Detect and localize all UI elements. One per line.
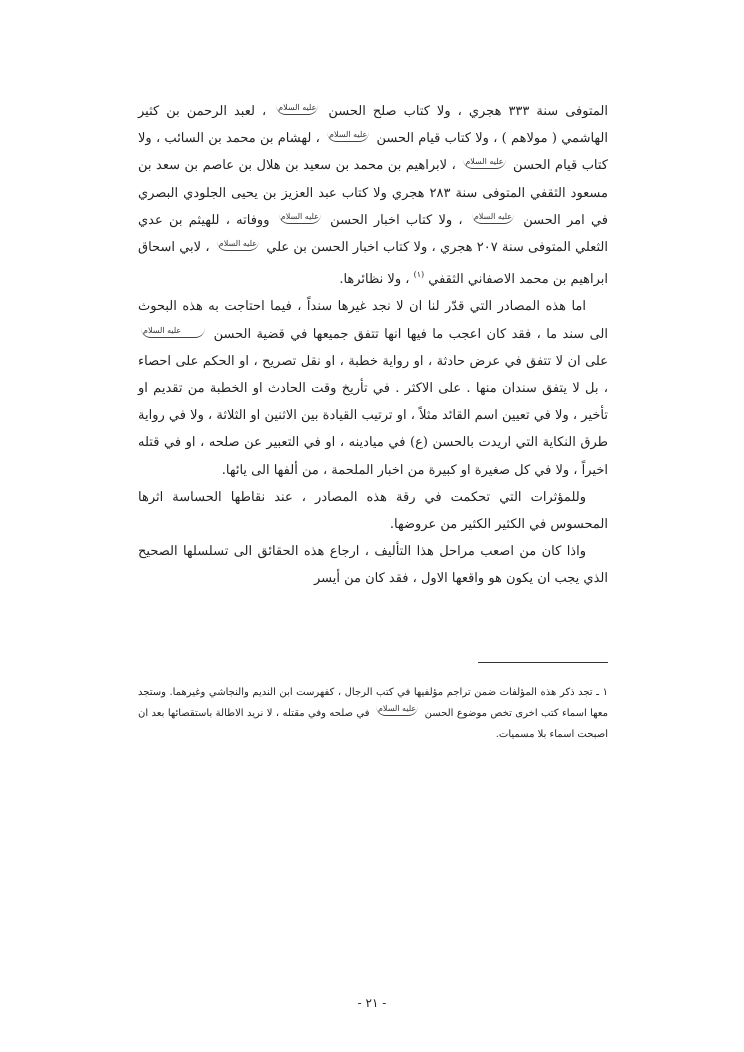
paragraph: [138, 98, 608, 293]
honorific-mark: عليه السلام: [141, 326, 205, 338]
honorific-mark: عليه السلام: [376, 704, 418, 716]
text-run: ١ ـ تجد ذكر هذه المؤلفات ضمن تراجم مؤلفيها في كتب الرجال ، كفهرست ابن النديم والنجاشي وغيرهما. وستجد معها اسماء كتب اخرى تخص موضوع الحسن: [138, 687, 608, 719]
honorific-mark: عليه السلام: [463, 157, 505, 169]
honorific-mark: عليه السلام: [279, 212, 321, 224]
page-content: [138, 98, 608, 1018]
paragraph: [138, 538, 608, 592]
footnote-reference: (١): [413, 270, 425, 280]
text-run: في صلحه وفي مقتله ، لا نريد الاطالة باستقصائها بعد ان اصبحت اسماء بلا مسميات.: [138, 708, 608, 740]
paragraph: [138, 484, 608, 538]
honorific-mark: عليه السلام: [327, 130, 369, 142]
text-run: ، ولا كتاب اخبار الحسن: [323, 212, 469, 228]
honorific-mark: عليه السلام: [217, 239, 259, 251]
text-run: ووفاته ، للهيثم بن عدي الثعلي المتوفى سنة ٢٠٧ هجري ، ولا كتاب اخبار الحسن بن علي: [138, 212, 608, 256]
body-text: [138, 98, 608, 593]
text-run: وللمؤثرات التي تحكمت في رقة هذه المصادر ، عند نقاطها الحساسة اثرها المحسوس في الكثير الكثير من عروضها.: [138, 489, 608, 533]
text-run: المتوفى سنة ٣٣٣ هجري ، ولا كتاب صلح الحسن: [321, 104, 608, 119]
text-run: واذا كان من اصعب مراحل هذا التأليف ، ارجاع هذه الحقائق الى تسلسلها الصحيح الذي يجب ان يكون هو واقعها الاول ، فقد كان من أيسر: [138, 544, 608, 587]
text-run: ، ولا نظائرها.: [339, 272, 414, 288]
footnote: [138, 682, 608, 745]
footnote-separator: [478, 662, 608, 663]
text-run: ، لعبد الرحمن بن كثير الهاشمي ( مولاهم ) ، ولا كتاب قيام الحسن: [138, 104, 608, 147]
text-run: ، لابي اسحاق ابراهيم بن محمد الاصفاني الثقفي: [138, 240, 608, 288]
honorific-mark: عليه السلام: [276, 103, 318, 115]
text-run: ، لهشام بن محمد بن السائب ، ولا كتاب قيام الحسن: [138, 131, 609, 174]
page-number: - ٢١ -: [357, 996, 387, 1010]
text-run: على ان لا تتفق في عرض حادثة ، او رواية خطبة ، او نقل تصريح ، او الحكم على احصاء ، بل لا يتفق سندان منها . على الاكثر . في تأريخ وقت الحادث او الخطبة من تقديم او تأخير ، ولا في تعيين اسم القائد مثلاً ، او ترتيب القيادة بين الاثنين او الثلاثة ، ولا في رواية طرق النكاية التي اريدت بالحسن (ع) في ميادينه ، او في التعبير عن صلحه ، او في قتله اخيراً ، ولا في كل صغيرة او كبيرة من اخبار الملحمة ، من ألفها الى يائها.: [138, 353, 608, 478]
honorific-mark: عليه السلام: [472, 212, 514, 224]
text-run: اما هذه المصادر التي قدّر لنا ان لا نجد غيرها سنداً ، فيما احتاجت به هذه البحوث الى سند ما ، فقد كان اعجب ما فيها انها تتفق جميعها في قضية الحسن: [138, 299, 608, 342]
paragraph: [138, 293, 608, 483]
text-run: ، لابراهيم بن محمد بن سعيد بن هلال بن عاصم بن سعد بن مسعود الثقفي المتوفى سنة ٢٨٣ هجري ولا كتاب عبد العزيز بن يحيى الجلودي البصري في امر الحسن: [138, 158, 608, 228]
